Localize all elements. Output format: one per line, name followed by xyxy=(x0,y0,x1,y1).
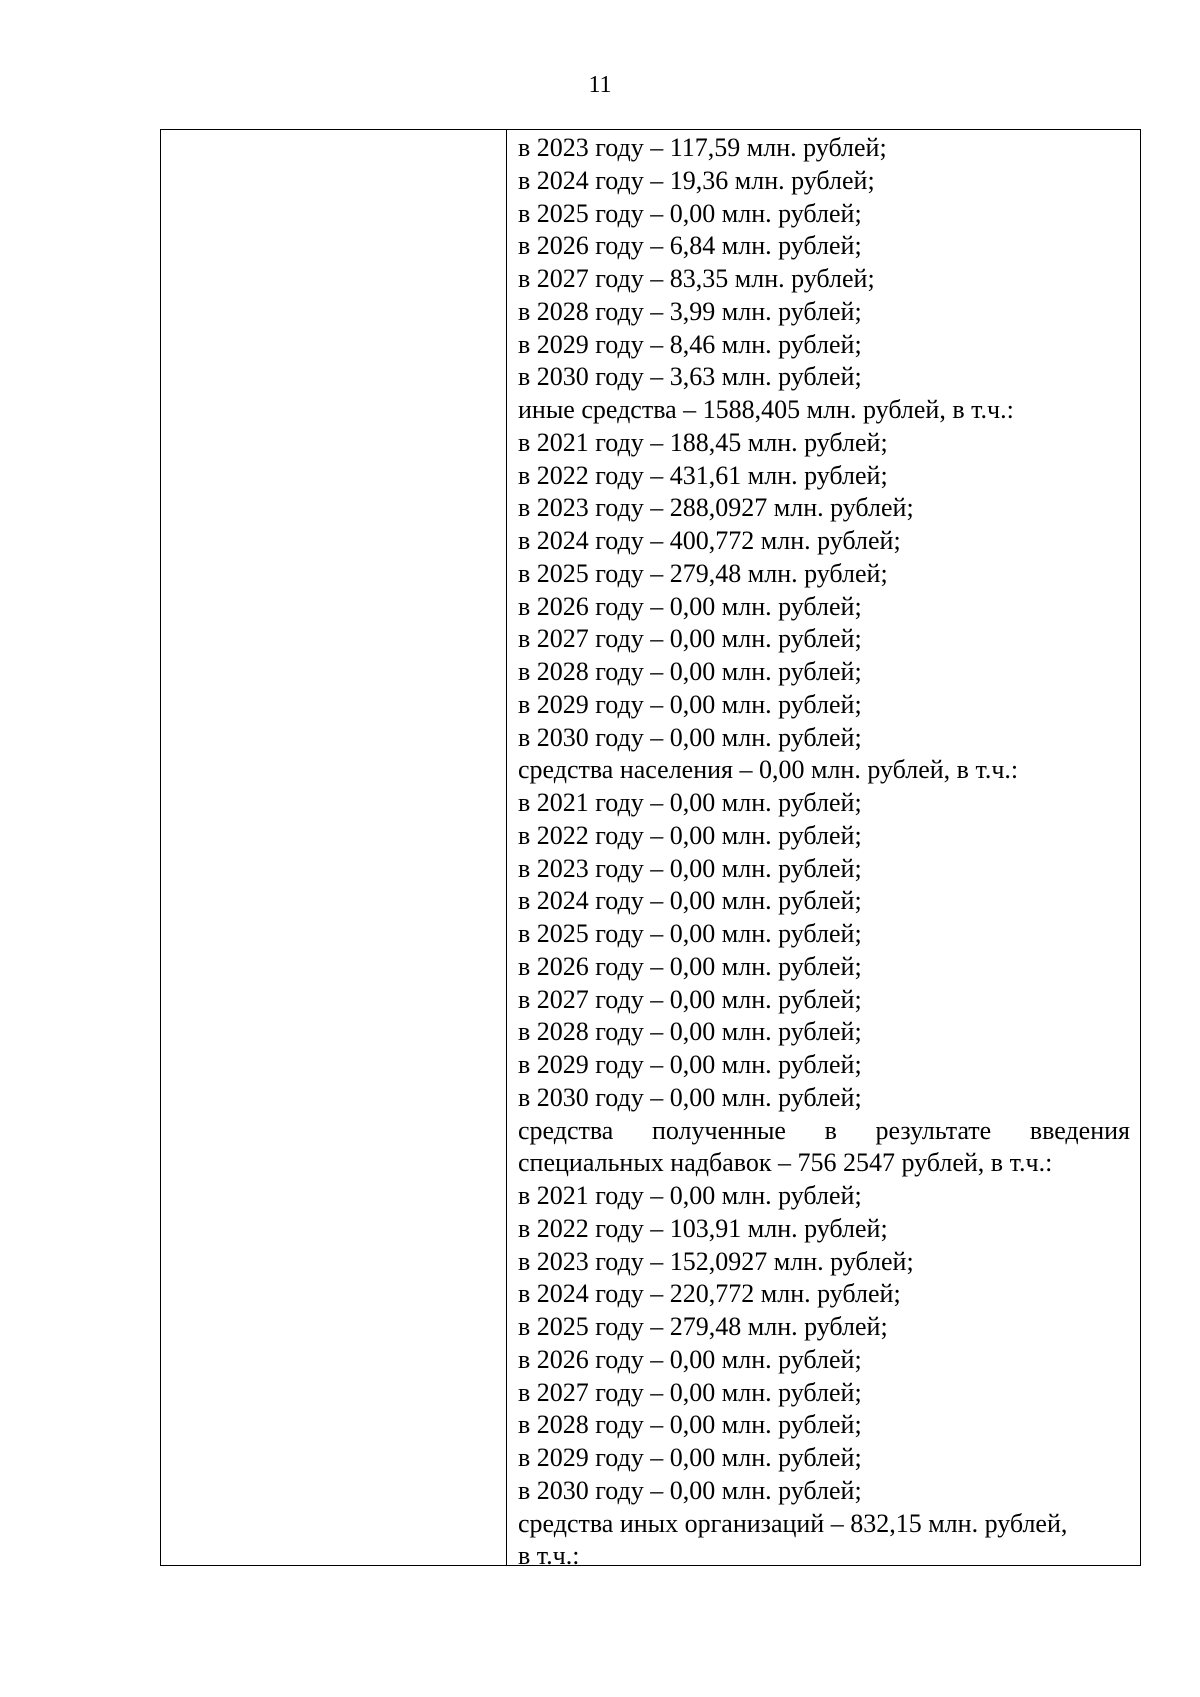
text-line: в 2028 году – 3,99 млн. рублей; xyxy=(518,296,862,326)
text-line: в 2027 году – 83,35 млн. рублей; xyxy=(518,264,875,293)
text-line: в 2023 году – 152,0927 млн. рублей; xyxy=(518,1246,914,1276)
text-line: в 2021 году – 0,00 млн. рублей; xyxy=(518,788,862,817)
text-line: в 2026 году – 6,84 млн. рублей; xyxy=(518,231,862,261)
text-line: в 2023 году – 117,59 млн. рублей; xyxy=(518,133,887,162)
document-table xyxy=(160,129,1141,1571)
section-heading-line: средства полученные в результате введения xyxy=(518,1115,1130,1145)
text-line: в 2024 году – 400,772 млн. рублей; xyxy=(518,526,901,555)
section-heading-line: средства населения – 0,00 млн. рублей, в т.ч.: xyxy=(518,755,1019,785)
text-line: в 2025 году – 0,00 млн. рублей; xyxy=(518,198,862,228)
text-line: в 2029 году – 8,46 млн. рублей; xyxy=(518,329,862,359)
text-line: в 2027 году – 0,00 млн. рублей; xyxy=(518,624,862,654)
text-line: в 2022 году – 431,61 млн. рублей; xyxy=(518,460,888,490)
text-line: в 2029 году – 0,00 млн. рублей; xyxy=(518,1443,862,1472)
text-line: в 2028 году – 0,00 млн. рублей; xyxy=(518,1017,862,1047)
text-line: в 2027 году – 0,00 млн. рублей; xyxy=(518,984,862,1014)
text-line: в 2029 году – 0,00 млн. рублей; xyxy=(518,689,862,719)
text-line: в 2024 году – 220,772 млн. рублей; xyxy=(518,1279,901,1309)
section-heading-line: средства иных организаций – 832,15 млн. рублей, xyxy=(518,1508,1068,1538)
text-line: в 2024 году – 19,36 млн. рублей; xyxy=(518,165,875,195)
text-line: в 2023 году – 0,00 млн. рублей; xyxy=(518,853,862,883)
text-line: в 2025 году – 279,48 млн. рублей; xyxy=(518,558,888,588)
table-right-cell xyxy=(507,130,1140,1571)
text-line: в 2030 году – 0,00 млн. рублей; xyxy=(518,1475,862,1505)
text-line: в 2026 году – 0,00 млн. рублей; xyxy=(518,591,862,621)
text-line: в 2022 году – 0,00 млн. рублей; xyxy=(518,820,862,850)
text-line: в 2028 году – 0,00 млн. рублей; xyxy=(518,657,862,686)
text-line: в 2030 году – 0,00 млн. рублей; xyxy=(518,1082,862,1112)
text-line: в 2029 году – 0,00 млн. рублей; xyxy=(518,1050,862,1079)
text-line: в 2030 году – 0,00 млн. рублей; xyxy=(518,722,862,752)
text-line: в 2023 году – 288,0927 млн. рублей; xyxy=(518,493,914,523)
section-heading-line: иные средства – 1588,405 млн. рублей, в т.ч.: xyxy=(518,395,1014,424)
text-line: в 2030 году – 3,63 млн. рублей; xyxy=(518,362,862,392)
text-line: в 2026 году – 0,00 млн. рублей; xyxy=(518,1344,862,1374)
text-line: в 2025 году – 279,48 млн. рублей; xyxy=(518,1312,888,1341)
text-line: в т.ч.: xyxy=(518,1541,580,1571)
text-line: в 2024 году – 0,00 млн. рублей; xyxy=(518,886,862,916)
text-line: в 2027 году – 0,00 млн. рублей; xyxy=(518,1377,862,1407)
section-heading-line: специальных надбавок – 756 2547 рублей, в т.ч.: xyxy=(518,1148,1053,1178)
text-line: в 2028 году – 0,00 млн. рублей; xyxy=(518,1410,862,1440)
text-line: в 2025 году – 0,00 млн. рублей; xyxy=(518,919,862,948)
text-line: в 2026 году – 0,00 млн. рублей; xyxy=(518,951,862,981)
text-line: в 2022 году – 103,91 млн. рублей; xyxy=(518,1213,888,1243)
text-line: в 2021 году – 188,45 млн. рублей; xyxy=(518,427,888,457)
table-left-cell xyxy=(161,130,507,1565)
text-line: в 2021 году – 0,00 млн. рублей; xyxy=(518,1181,862,1210)
page-number: 11 xyxy=(588,72,612,98)
